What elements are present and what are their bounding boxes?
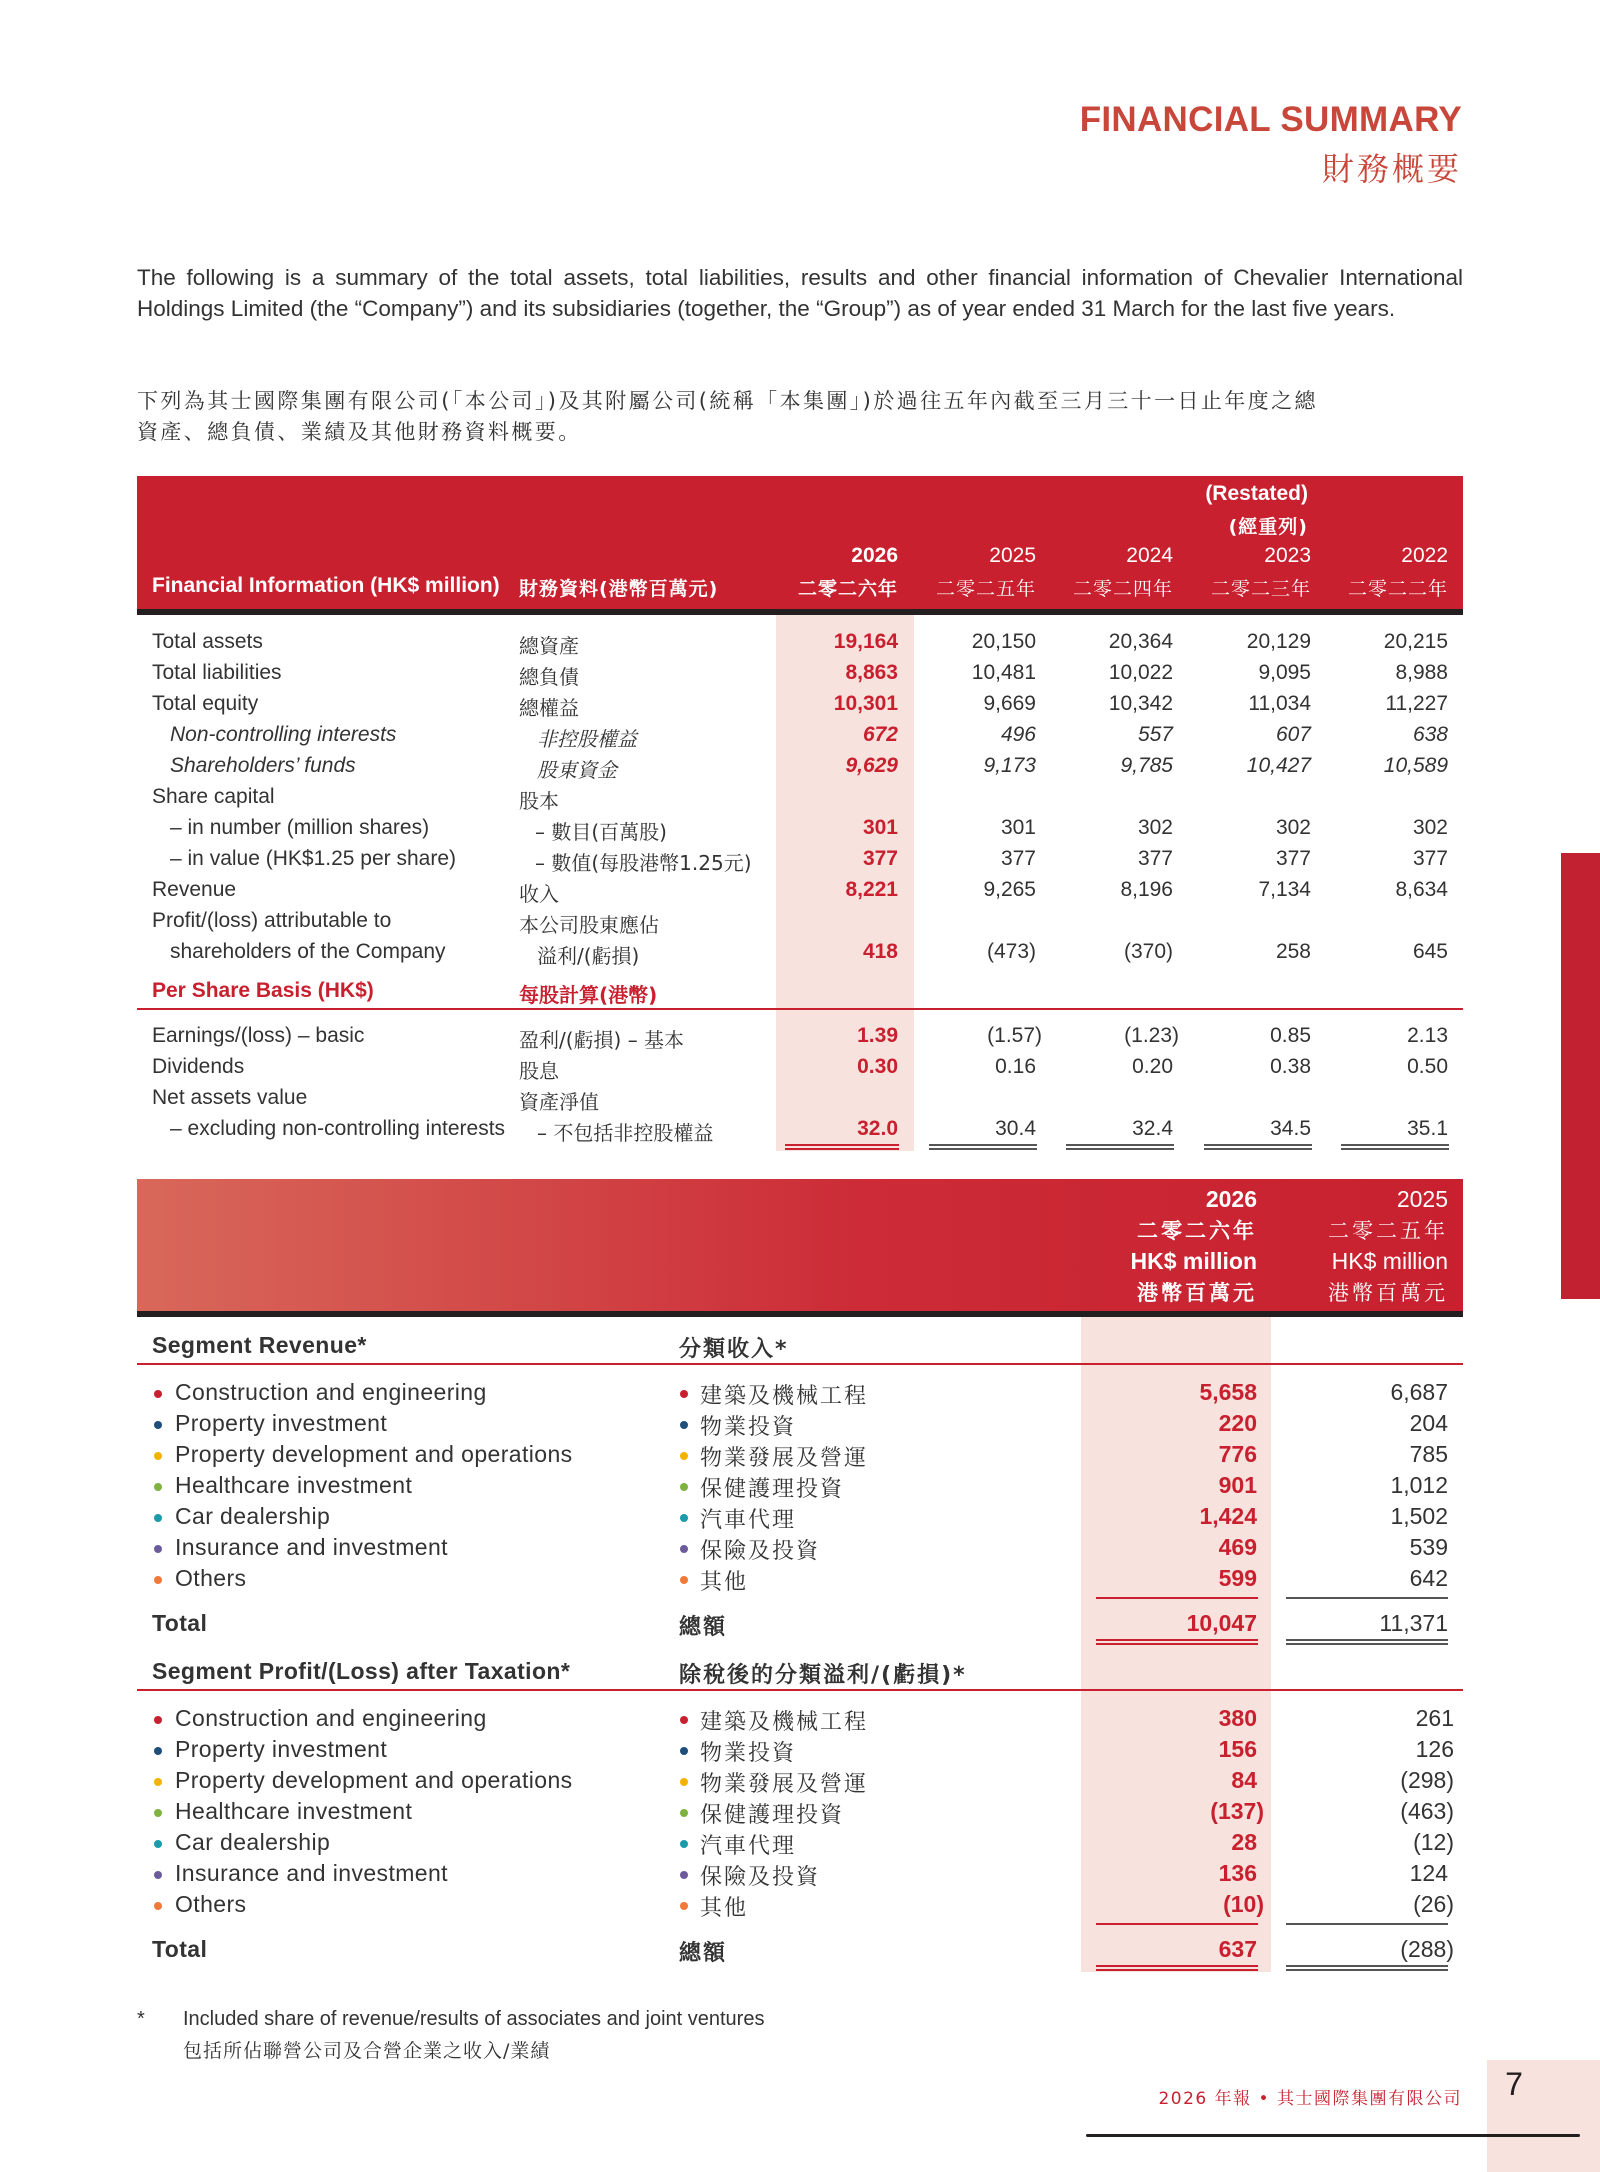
bullet-icon xyxy=(154,1809,162,1817)
segment-name-zh: 汽車代理 xyxy=(700,1834,797,1859)
value-cell: (1.23) xyxy=(1124,1024,1179,1047)
value-cell: 8,863 xyxy=(845,661,898,684)
double-underline xyxy=(1096,1639,1258,1645)
segment-name-zh: 物業發展及營運 xyxy=(700,1446,869,1471)
value-cell: 30.4 xyxy=(995,1117,1036,1140)
segment-name: Property investment xyxy=(175,1410,388,1436)
bullet-icon xyxy=(154,1390,162,1398)
segment-name: Healthcare investment xyxy=(175,1472,413,1498)
value-cell: 8,221 xyxy=(845,878,898,901)
row-label-zh: – 不包括非控股權益 xyxy=(537,1121,714,1145)
revenue-total-value: 11,371 xyxy=(1379,1610,1448,1636)
per-share-heading-zh: 每股計算(港幣) xyxy=(519,983,658,1007)
double-underline xyxy=(1286,1965,1448,1971)
value-cell: 557 xyxy=(1137,723,1173,746)
segment-value: 599 xyxy=(1218,1565,1257,1591)
value-cell: 0.16 xyxy=(995,1055,1036,1078)
bullet-icon xyxy=(154,1514,162,1522)
year-2026-zh: 二零二六年 xyxy=(797,578,898,600)
segment-name: Others xyxy=(175,1891,247,1917)
value-cell: (370) xyxy=(1123,940,1173,963)
segment-name-zh: 保險及投資 xyxy=(700,1539,821,1564)
profit-total-value: (288) xyxy=(1400,1936,1454,1962)
row-label-zh: – 數目(百萬股) xyxy=(535,820,667,844)
row-label: – in value (HK$1.25 per share) xyxy=(170,847,456,870)
segment-name-zh: 物業投資 xyxy=(700,1741,797,1766)
value-cell: 418 xyxy=(862,940,898,963)
segment-value: 124 xyxy=(1409,1860,1448,1886)
value-cell: 20,129 xyxy=(1246,630,1311,653)
row-label-zh: – 數值(每股港幣1.25元) xyxy=(535,851,752,875)
subtotal-line xyxy=(1096,1597,1258,1599)
segment-name-zh: 建築及機械工程 xyxy=(700,1710,869,1735)
value-cell: 8,988 xyxy=(1395,661,1448,684)
segment-value: (298) xyxy=(1400,1767,1454,1793)
value-cell: 8,634 xyxy=(1395,878,1448,901)
segment-value: 261 xyxy=(1415,1705,1454,1731)
segment-revenue-heading: Segment Revenue* xyxy=(152,1332,367,1358)
bullet-icon xyxy=(680,1871,688,1879)
segment-name: Car dealership xyxy=(175,1829,331,1855)
bullet-icon xyxy=(154,1871,162,1879)
value-cell: 10,022 xyxy=(1108,661,1173,684)
segment-value: 539 xyxy=(1409,1534,1448,1560)
value-cell: 9,095 xyxy=(1258,661,1311,684)
value-cell: 20,150 xyxy=(971,630,1036,653)
revenue-total-value: 10,047 xyxy=(1186,1610,1257,1636)
row-label: Dividends xyxy=(152,1055,245,1078)
bullet-icon xyxy=(154,1483,162,1491)
year-2022: 2022 xyxy=(1401,544,1448,567)
value-cell: 377 xyxy=(1000,847,1036,870)
year-2024: 2024 xyxy=(1126,544,1173,567)
double-underline xyxy=(929,1144,1037,1150)
value-cell: 0.20 xyxy=(1132,1055,1173,1078)
bullet-icon xyxy=(680,1840,688,1848)
segment-value: 204 xyxy=(1409,1410,1448,1436)
year-2023: 2023 xyxy=(1264,544,1311,567)
row-label-zh: 股本 xyxy=(519,789,559,813)
value-cell: (1.57) xyxy=(987,1024,1042,1047)
value-cell: (473) xyxy=(986,940,1036,963)
double-underline xyxy=(1341,1144,1449,1150)
footer-rule xyxy=(1086,2134,1580,2137)
value-cell: 301 xyxy=(862,816,898,839)
year-2026: 2026 xyxy=(851,544,898,567)
segment-name-zh: 保健護理投資 xyxy=(700,1477,845,1502)
double-underline xyxy=(785,1144,899,1150)
value-cell: 645 xyxy=(1412,940,1448,963)
row-label-zh: 溢利/(虧損) xyxy=(537,944,640,968)
bullet-icon xyxy=(680,1716,688,1724)
profit-total-value: 637 xyxy=(1218,1936,1257,1962)
segment-name: Healthcare investment xyxy=(175,1798,413,1824)
segment-value: 84 xyxy=(1231,1767,1257,1793)
segment-name: Property investment xyxy=(175,1736,388,1762)
year-2025-zh: 二零二五年 xyxy=(935,578,1036,600)
year-2024-zh: 二零二四年 xyxy=(1072,578,1173,600)
year-2025: 2025 xyxy=(989,544,1036,567)
bullet-icon xyxy=(680,1421,688,1429)
segment-value: (137) xyxy=(1210,1798,1264,1824)
segment-name-zh: 保險及投資 xyxy=(700,1865,821,1890)
row-label-zh: 總權益 xyxy=(519,696,579,720)
page-title: FINANCIAL SUMMARY xyxy=(1079,100,1462,139)
double-underline xyxy=(1066,1144,1174,1150)
value-cell: 377 xyxy=(1275,847,1311,870)
segment-name: Others xyxy=(175,1565,247,1591)
footnote-text: Included share of revenue/results of associates and joint ventures xyxy=(183,2008,765,2030)
value-cell: 20,215 xyxy=(1383,630,1448,653)
bullet-icon xyxy=(154,1840,162,1848)
value-cell: 258 xyxy=(1275,940,1311,963)
bullet-icon xyxy=(154,1747,162,1755)
value-cell: 2.13 xyxy=(1407,1024,1448,1047)
side-tab-marker xyxy=(1561,853,1600,1299)
value-cell: 377 xyxy=(862,847,898,870)
profit-total-label: Total xyxy=(152,1936,208,1962)
value-cell: 10,342 xyxy=(1108,692,1173,715)
row-label-zh: 非控股權益 xyxy=(537,727,637,751)
segment-value: 126 xyxy=(1415,1736,1454,1762)
seg-year-2026-zh: 二零二六年 xyxy=(1137,1219,1257,1243)
value-cell: 1.39 xyxy=(857,1024,898,1047)
segment-name: Insurance and investment xyxy=(175,1534,448,1560)
row-label-zh: 收入 xyxy=(519,882,559,906)
footer-report-title: 年報 • 其士國際集團有限公司 xyxy=(1214,2089,1462,2109)
row-label-zh: 總負債 xyxy=(519,665,579,689)
value-cell: 9,265 xyxy=(983,878,1036,901)
double-underline xyxy=(1096,1965,1258,1971)
value-cell: 19,164 xyxy=(833,630,898,653)
value-cell: 10,427 xyxy=(1246,754,1311,777)
row-label-zh: 股息 xyxy=(519,1059,559,1083)
page-number: 7 xyxy=(1505,2066,1523,2102)
segment-value: 776 xyxy=(1218,1441,1257,1467)
segment-profit-heading-zh: 除稅後的分類溢利/(虧損)* xyxy=(679,1663,967,1688)
value-cell: 302 xyxy=(1275,816,1311,839)
page-title-zh: 財務概要 xyxy=(1321,150,1462,188)
segment-value: (463) xyxy=(1400,1798,1454,1824)
value-cell: 10,589 xyxy=(1383,754,1448,777)
restated-label-zh: (經重列) xyxy=(1228,516,1308,538)
segment-name: Car dealership xyxy=(175,1503,331,1529)
value-cell: 302 xyxy=(1412,816,1448,839)
value-cell: 672 xyxy=(862,723,898,746)
intro-paragraph-zh-line1: 下列為其士國際集團有限公司(「本公司」)及其附屬公司(統稱「本集團」)於過往五年內截至三月三十一日止年度之總 xyxy=(137,389,1318,413)
segment-name: Insurance and investment xyxy=(175,1860,448,1886)
bullet-icon xyxy=(680,1390,688,1398)
value-cell: 7,134 xyxy=(1258,878,1311,901)
value-cell: 32.4 xyxy=(1132,1117,1173,1140)
row-label-zh: 盈利/(虧損) – 基本 xyxy=(519,1028,685,1052)
segment-value: 901 xyxy=(1218,1472,1257,1498)
segment-profit-heading: Segment Profit/(Loss) after Taxation* xyxy=(152,1658,571,1684)
bullet-icon xyxy=(154,1778,162,1786)
footnote-mark: * xyxy=(137,2008,145,2030)
seg-year-2025: 2025 xyxy=(1396,1186,1448,1212)
value-cell: 301 xyxy=(1000,816,1036,839)
segment-value: 28 xyxy=(1231,1829,1257,1855)
header-label-en: Financial Information (HK$ million) xyxy=(152,574,500,597)
row-label: Share capital xyxy=(152,785,275,808)
row-label: Non-controlling interests xyxy=(170,723,397,746)
segment-revenue-heading-zh: 分類收入* xyxy=(679,1337,789,1362)
value-cell: 302 xyxy=(1137,816,1173,839)
value-cell: 11,227 xyxy=(1385,692,1448,715)
segment-value: (12) xyxy=(1413,1829,1454,1855)
value-cell: 607 xyxy=(1275,723,1311,746)
segment-header-band xyxy=(137,1179,1463,1311)
seg-unit-2025: HK$ million xyxy=(1331,1248,1448,1274)
section-divider xyxy=(137,1363,1463,1365)
segment-value: 785 xyxy=(1409,1441,1448,1467)
bullet-icon xyxy=(154,1902,162,1910)
segment-name: Property development and operations xyxy=(175,1441,573,1467)
profit-total-label-zh: 總額 xyxy=(679,1941,728,1966)
segment-name-zh: 汽車代理 xyxy=(700,1508,797,1533)
year-2022-zh: 二零二二年 xyxy=(1347,578,1448,600)
section-divider xyxy=(137,1689,1463,1691)
segment-name-zh: 建築及機械工程 xyxy=(700,1384,869,1409)
row-label: Total assets xyxy=(152,630,263,653)
bullet-icon xyxy=(680,1452,688,1460)
restated-label: (Restated) xyxy=(1205,482,1308,505)
row-label: Revenue xyxy=(152,878,237,901)
seg-year-2025-zh: 二零二五年 xyxy=(1328,1219,1448,1243)
row-label: Profit/(loss) attributable to xyxy=(152,909,392,932)
seg-year-2026: 2026 xyxy=(1205,1186,1257,1212)
segment-name: Construction and engineering xyxy=(175,1705,487,1731)
segment-value: (10) xyxy=(1223,1891,1264,1917)
seg-unit-2025-zh: 港幣百萬元 xyxy=(1328,1281,1448,1305)
value-cell: 35.1 xyxy=(1407,1117,1448,1140)
segment-value: (26) xyxy=(1413,1891,1454,1917)
value-cell: 8,196 xyxy=(1120,878,1173,901)
row-label: Earnings/(loss) – basic xyxy=(152,1024,365,1047)
segment-name-zh: 其他 xyxy=(700,1896,749,1921)
bullet-icon xyxy=(154,1716,162,1724)
header-label-zh: 財務資料(港幣百萬元) xyxy=(519,578,719,600)
bullet-icon xyxy=(680,1545,688,1553)
value-cell: 0.85 xyxy=(1270,1024,1311,1047)
value-cell: 0.30 xyxy=(857,1055,898,1078)
segment-name: Property development and operations xyxy=(175,1767,573,1793)
segment-value: 1,502 xyxy=(1390,1503,1448,1529)
revenue-total-label-zh: 總額 xyxy=(679,1615,728,1640)
segment-value: 5,658 xyxy=(1199,1379,1257,1405)
subtotal-line xyxy=(1096,1923,1258,1925)
seg-unit-2026: HK$ million xyxy=(1130,1248,1257,1274)
row-label: Total equity xyxy=(152,692,259,715)
segment-value: 156 xyxy=(1218,1736,1257,1762)
bullet-icon xyxy=(154,1576,162,1584)
row-label-zh: 總資產 xyxy=(519,634,579,658)
row-label-zh: 本公司股東應佔 xyxy=(519,913,659,937)
revenue-total-label: Total xyxy=(152,1610,208,1636)
segment-value: 1,424 xyxy=(1199,1503,1257,1529)
footer-year: 2026 xyxy=(1158,2089,1208,2109)
segment-value: 6,687 xyxy=(1390,1379,1448,1405)
value-cell: 0.50 xyxy=(1407,1055,1448,1078)
intro-paragraph-zh-line2: 資產、總負債、業績及其他財務資料概要。 xyxy=(137,420,582,444)
value-cell: 34.5 xyxy=(1270,1117,1311,1140)
row-label: Total liabilities xyxy=(152,661,282,684)
footer-caption xyxy=(1158,2084,1462,2109)
row-label: Net assets value xyxy=(152,1086,308,1109)
value-cell: 9,669 xyxy=(983,692,1036,715)
value-cell: 638 xyxy=(1412,723,1448,746)
value-cell: 377 xyxy=(1137,847,1173,870)
bullet-icon xyxy=(154,1545,162,1553)
segment-name-zh: 物業投資 xyxy=(700,1415,797,1440)
segment-name-zh: 其他 xyxy=(700,1570,749,1595)
section-divider xyxy=(137,1008,1463,1010)
row-label: – excluding non-controlling interests xyxy=(170,1117,506,1140)
value-cell: 9,173 xyxy=(983,754,1036,777)
bullet-icon xyxy=(680,1902,688,1910)
segment-value: 136 xyxy=(1218,1860,1257,1886)
bullet-icon xyxy=(680,1483,688,1491)
footnote-text-zh: 包括所佔聯營公司及合營企業之收入/業績 xyxy=(183,2040,551,2062)
double-underline xyxy=(1286,1639,1448,1645)
bullet-icon xyxy=(680,1514,688,1522)
row-label-zh: 資產淨值 xyxy=(519,1090,599,1114)
value-cell: 10,481 xyxy=(971,661,1036,684)
bullet-icon xyxy=(680,1778,688,1786)
bullet-icon xyxy=(680,1809,688,1817)
row-label: – in number (million shares) xyxy=(170,816,430,839)
segment-value: 380 xyxy=(1218,1705,1257,1731)
segment-value: 469 xyxy=(1218,1534,1257,1560)
subtotal-line xyxy=(1286,1597,1448,1599)
value-cell: 20,364 xyxy=(1108,630,1173,653)
segment-value: 1,012 xyxy=(1390,1472,1448,1498)
per-share-heading: Per Share Basis (HK$) xyxy=(152,979,374,1002)
year-2023-zh: 二零二三年 xyxy=(1210,578,1311,600)
segment-name: Construction and engineering xyxy=(175,1379,487,1405)
value-cell: 10,301 xyxy=(833,692,898,715)
row-label: shareholders of the Company xyxy=(170,940,446,963)
subtotal-line xyxy=(1286,1923,1448,1925)
value-cell: 496 xyxy=(1000,723,1036,746)
value-cell: 9,629 xyxy=(845,754,898,777)
bullet-icon xyxy=(154,1421,162,1429)
bullet-icon xyxy=(154,1452,162,1460)
value-cell: 0.38 xyxy=(1270,1055,1311,1078)
double-underline xyxy=(1204,1144,1312,1150)
intro-paragraph: The following is a summary of the total assets, total liabilities, results and other financial information of Chevalier International Holdings Limited (the “Company”) and its subsidiaries (together, the “Group”) as of year ended 31 March for the last five years. xyxy=(137,265,1463,321)
segment-name-zh: 保健護理投資 xyxy=(700,1803,845,1828)
value-cell: 377 xyxy=(1412,847,1448,870)
bullet-icon xyxy=(680,1747,688,1755)
bullet-icon xyxy=(680,1576,688,1584)
segment-value: 220 xyxy=(1218,1410,1257,1436)
segment-value: 642 xyxy=(1409,1565,1448,1591)
value-cell: 9,785 xyxy=(1120,754,1173,777)
segment-name-zh: 物業發展及營運 xyxy=(700,1772,869,1797)
row-label: Shareholders’ funds xyxy=(170,754,356,777)
row-label-zh: 股東資金 xyxy=(537,758,617,782)
value-cell: 11,034 xyxy=(1248,692,1311,715)
seg-unit-2026-zh: 港幣百萬元 xyxy=(1137,1281,1257,1305)
value-cell: 32.0 xyxy=(857,1117,898,1140)
